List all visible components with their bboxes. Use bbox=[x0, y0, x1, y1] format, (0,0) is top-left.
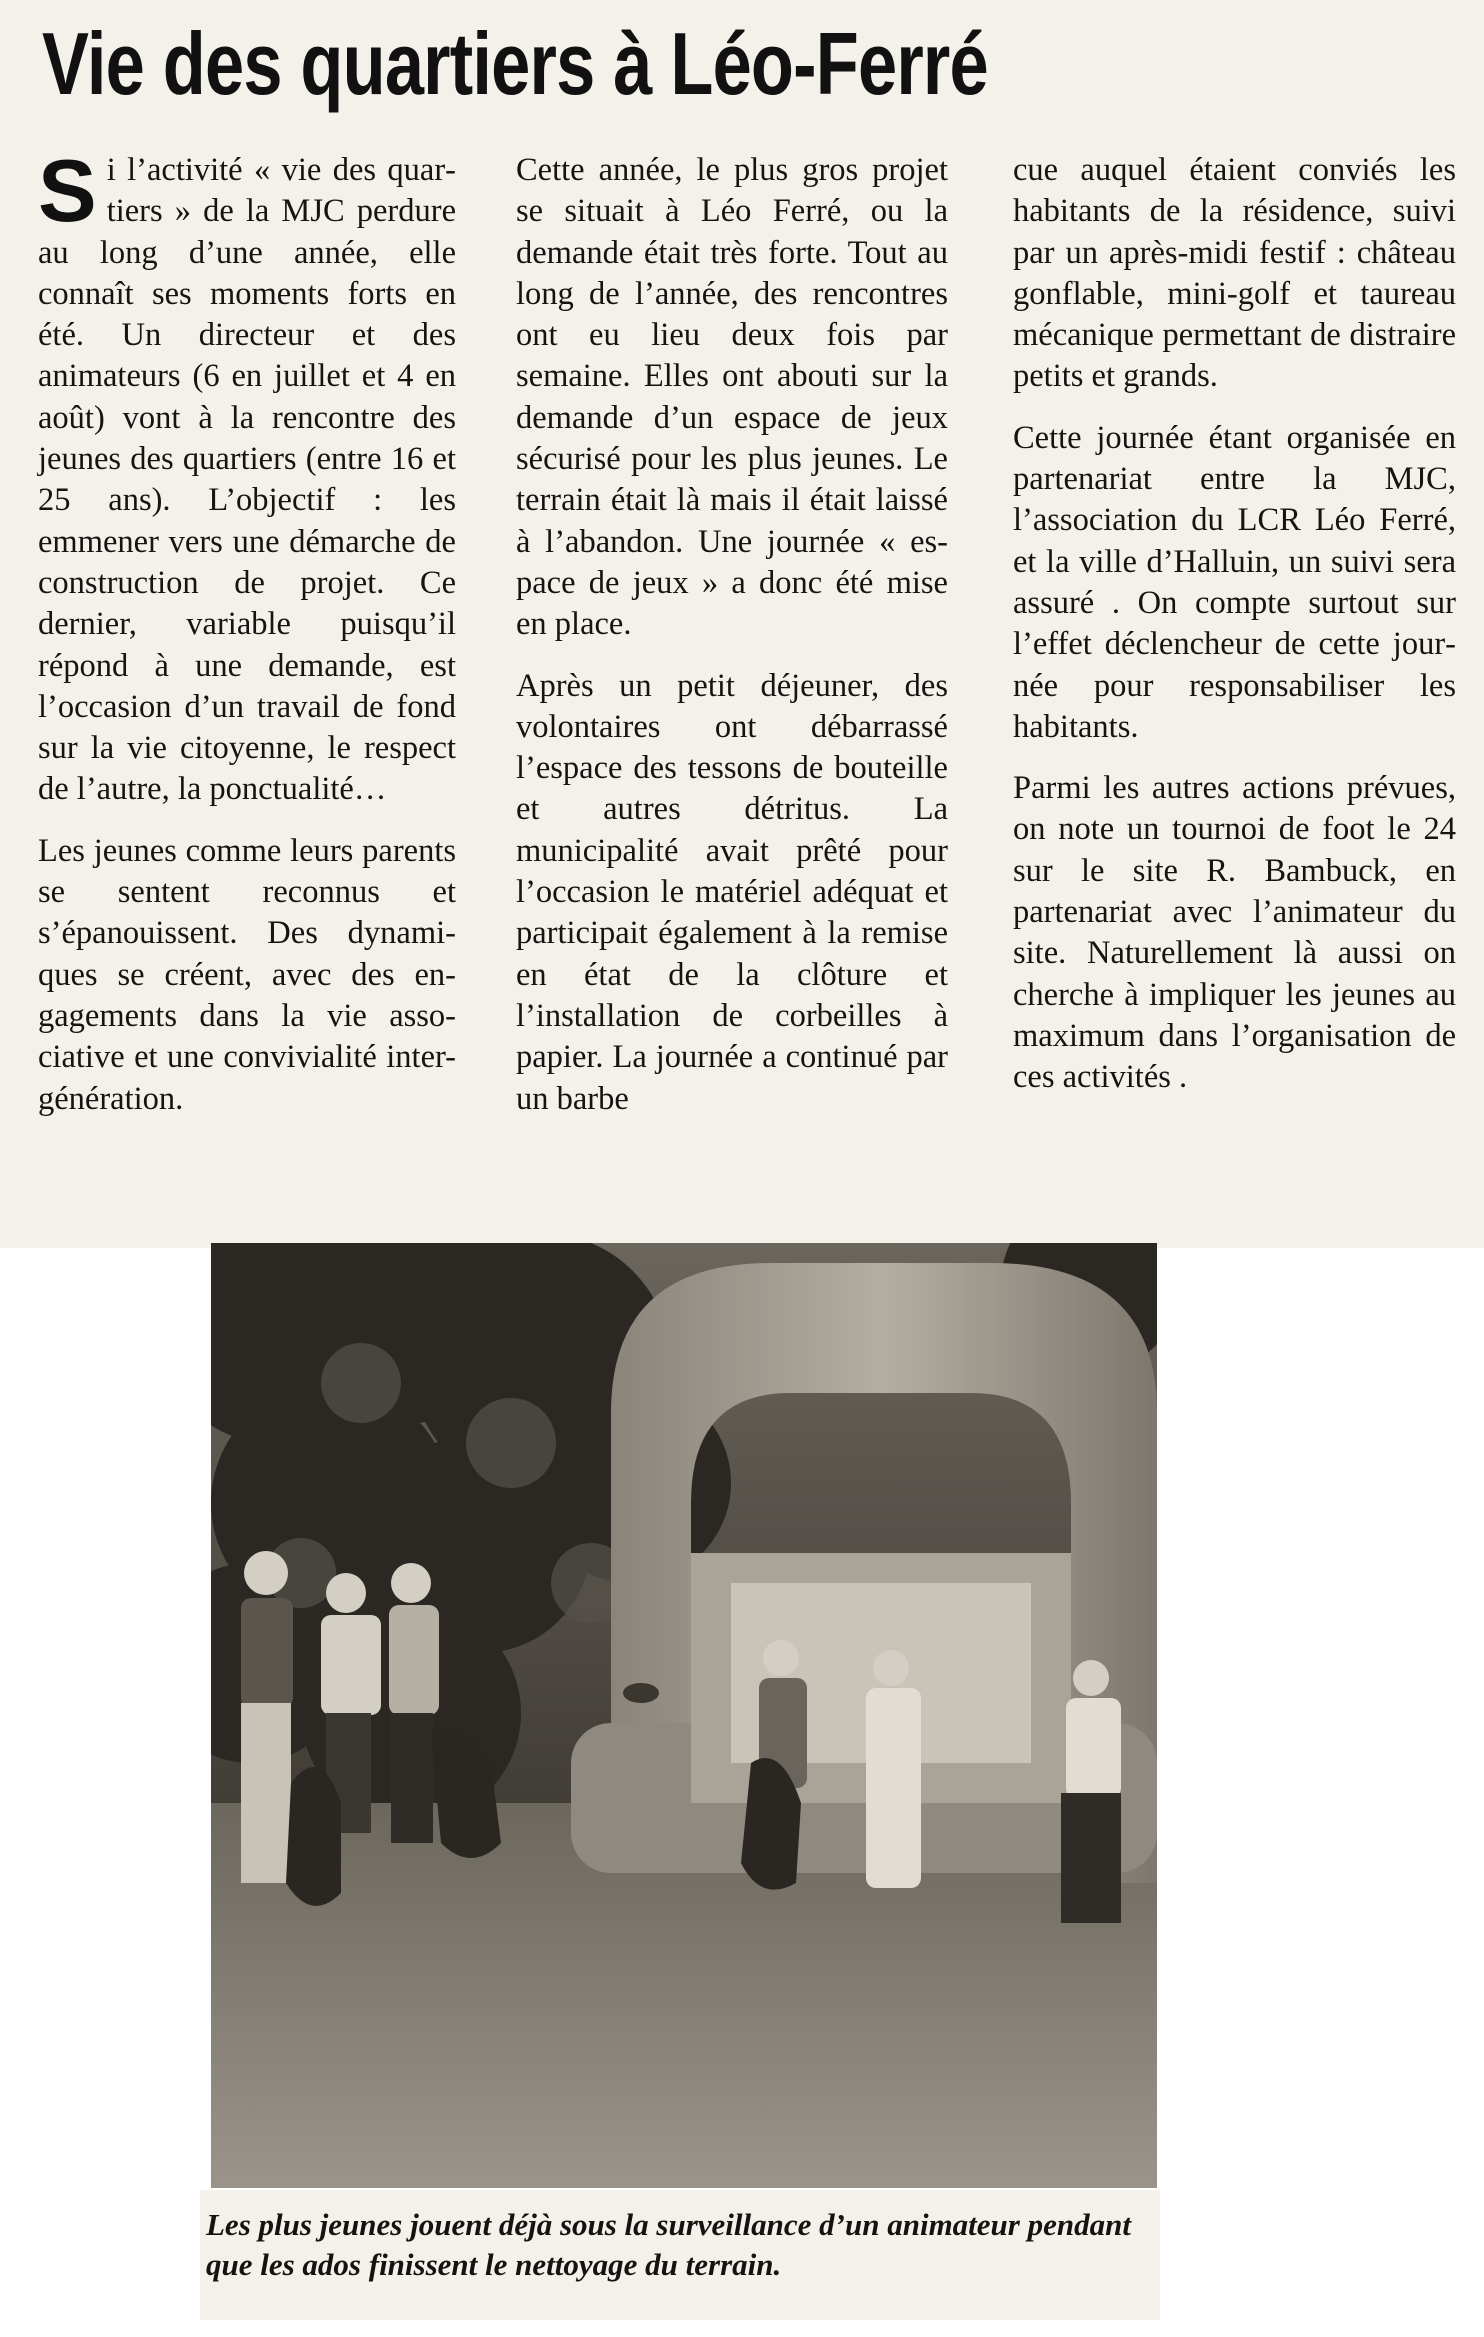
article-column-2 bbox=[516, 150, 948, 1140]
column-1-paragraph-1 bbox=[38, 141, 456, 811]
drop-cap: S bbox=[38, 141, 97, 240]
column-2-paragraph-2: Après un petit déjeuner, des volontaires ont débarrassé l’espace des tessons de bouteille et autres détritus. La municipalité avait prêté pour l’occasion le matériel adéquat et participait également à la remise en état de la clôture et l’installation de corbeilles à papier. La journée a continué par un barbe bbox=[516, 667, 948, 1117]
column-1-paragraph-2: Les jeunes comme leurs parents se sentent reconnus et s’épanouissent. Des dynamiques se créent, avec des engagements dans la vie associative et une convivialité inter-génération. bbox=[38, 832, 456, 1117]
photo-illustration bbox=[211, 1243, 1157, 2188]
article-photo bbox=[211, 1243, 1157, 2188]
photo-caption: Les plus jeunes jouent déjà sous la surveillance d’un animateur pendant que les ados finissent le nettoyage du terrain. bbox=[206, 2207, 1131, 2282]
column-3-paragraph-3: Parmi les autres actions prévues, on note un tournoi de foot le 24 sur le site R. Bambuck, en partenariat avec l’animateur du site. Naturellement là aussi on cherche à impliquer les jeunes au maximum dans l’organisation de ces activités . bbox=[1013, 770, 1456, 1096]
article-column-3 bbox=[1013, 150, 1456, 1119]
column-1-paragraph-1-text: i l’activité « vie des quartiers » de la MJC perdure au long d’une année, elle connaît ses moments forts en été. Un directeur et des animateurs (6 en juillet et 4 en août) vont à la rencontre des jeunes des quartiers (entre 16 et 25 ans). L’objectif : les emmener vers une démarche de construction de projet. Ce dernier, variable puisqu’il répond à une demande, est l’occasion d’un travail de fond sur la vie citoyenne, le respect de l’autre, la ponctualité… bbox=[38, 152, 456, 808]
column-3-paragraph-1: cue auquel étaient conviés les habitants de la résidence, suivi par un après-midi festif : château gonflable, mini-golf et taureau mécanique permettant de distraire petits et grands. bbox=[1013, 152, 1456, 395]
column-3-paragraph-2: Cette journée étant organisée en partenariat entre la MJC, l’association du LCR Léo Ferré, et la ville d’Halluin, un suivi sera assuré . On compte surtout sur l’effet déclencheur de cette journée pour responsabiliser les habitants. bbox=[1013, 419, 1456, 745]
article-column-1 bbox=[38, 141, 456, 1140]
article-headline: Vie des quartiers à Léo-Ferré bbox=[42, 14, 988, 113]
column-2-paragraph-1: Cette année, le plus gros projet se situait à Léo Ferré, ou la demande était très forte. Tout au long de l’année, des rencontres ont eu lieu deux fois par semaine. Elles ont abouti sur la demande d’un espace de jeux sécurisé pour les plus jeunes. Le terrain était là mais il était laissé à l’abandon. Une journée « espace de jeux » a donc été mise en place. bbox=[516, 152, 948, 643]
